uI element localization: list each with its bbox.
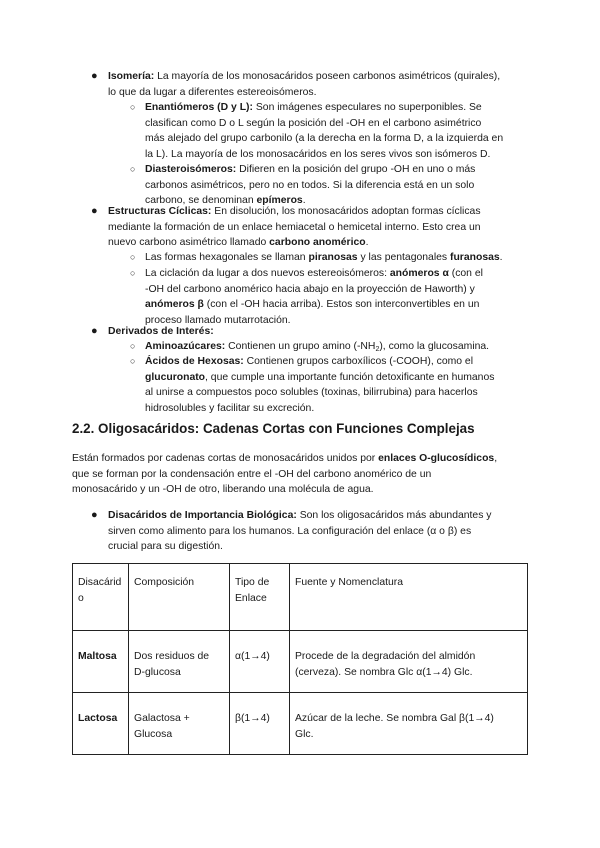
table-cell: Azúcar de la leche. Se nombra Gal β(1→4) Glc.: [290, 693, 528, 755]
enantiomeros-text-2: clasifican como D o L según la posición del -OH en el carbono asimétrico: [145, 117, 482, 129]
diasteroisomeros-text-3: carbono, se denominan: [145, 195, 254, 207]
ciclicas-item: [108, 204, 481, 251]
circle-bullet-icon: ○: [130, 252, 136, 262]
section-paragraph: [72, 451, 497, 498]
row-name-cell: Maltosa: [73, 631, 129, 693]
paragraph-text: Están formados por cadenas cortas de monosacáridos unidos por: [72, 453, 376, 464]
anomeros-beta-term: anómeros β: [145, 299, 204, 311]
diasteroisomeros-title: Diasteroisómeros:: [145, 164, 237, 175]
anomeros-text-3: (con el -OH hacia arriba). Estos son interconvertibles en un: [206, 299, 480, 311]
derivados-item: [108, 324, 214, 340]
table-cell: Galactosa + Glucosa: [129, 693, 230, 755]
enantiomeros-item: [145, 100, 503, 162]
disaccharide-table: [72, 563, 528, 755]
table-header-row: [73, 564, 528, 631]
circle-bullet-icon: ○: [130, 356, 136, 366]
piranosas-term: piranosas: [308, 252, 358, 263]
subscript: 2: [375, 346, 380, 353]
ciclicas-text-3: nuevo carbono asimétrico llamado: [108, 237, 267, 249]
header-cell: Composición: [129, 564, 230, 631]
bullet-icon: ●: [91, 325, 98, 337]
diasteroisomeros-text: Difieren en la posición del grupo -OH en uno o más: [239, 164, 476, 175]
paragraph-text-2: que se forman por la condensación entre el -OH del carbono anomérico de un: [72, 468, 432, 480]
table-row: [73, 631, 528, 693]
punctuation: .: [365, 237, 369, 249]
circle-bullet-icon: ○: [130, 164, 136, 174]
acidos-text-2: , que cumple una importante función detoxificante en humanos: [205, 371, 495, 383]
table-cell: α(1→4): [230, 631, 290, 693]
anomeros-item: [145, 266, 483, 328]
diasteroisomeros-item: [145, 162, 475, 209]
header-cell: Tipo de Enlace: [230, 564, 290, 631]
header-cell: Fuente y Nomenclatura: [290, 564, 528, 631]
isomeria-item: [108, 69, 500, 100]
section-heading: 2.2. Oligosacáridos: Cadenas Cortas con Funciones Complejas: [72, 421, 475, 436]
enantiomeros-text-3: más alejado del grupo carbonilo (a la derecha en la forma D, a la izquierda en: [145, 133, 504, 145]
piranosas-text-2: y las pentagonales: [360, 252, 448, 263]
aminoazucares-text: Contienen un grupo amino (-NH: [228, 341, 376, 352]
punctuation: .: [499, 252, 503, 263]
carbono-anomerico-term: carbono anomérico: [269, 237, 366, 249]
disacaridos-item: [108, 508, 491, 555]
aminoazucares-text-b: ), como la glucosamina.: [379, 341, 490, 352]
bullet-icon: ●: [91, 509, 98, 521]
piranosas-item: [145, 250, 503, 266]
anomeros-text-2: -OH del carbono anomérico hacia abajo en la proyección de Haworth) y: [145, 283, 475, 295]
disacaridos-title: Disacáridos de Importancia Biológica:: [108, 510, 297, 521]
derivados-title: Derivados de Interés:: [108, 326, 214, 337]
punctuation: ,: [494, 453, 498, 464]
table-cell: Procede de la degradación del almidón (cerveza). Se nombra Glc α(1→4) Glc.: [290, 631, 528, 693]
table-cell: Dos residuos de D-glucosa: [129, 631, 230, 693]
anomeros-text-b: (con el: [451, 268, 483, 279]
anomeros-text: La ciclación da lugar a dos nuevos estereoisómeros:: [145, 268, 388, 279]
enantiomeros-text: Son imágenes especulares no superponibles. Se: [255, 102, 482, 113]
enantiomeros-text-4: la L). La mayoría de los monosacáridos en los seres vivos son isómeros D.: [145, 148, 491, 160]
disacaridos-text-2: sirven como alimento para los humanos. La configuración del enlace (α o β) es: [108, 525, 472, 537]
acidos-text-4: hidrosolubles y facilitar su excreción.: [145, 402, 315, 414]
epimeros-term: epímeros: [256, 195, 303, 207]
disacaridos-text-3: crucial para su digestión.: [108, 541, 223, 553]
isomeria-text: La mayoría de los monosacáridos poseen carbonos asimétricos (quirales),: [157, 71, 501, 82]
row-name-cell: Lactosa: [73, 693, 129, 755]
acidos-text-3: al unirse a compuestos poco solubles (toxinas, bilirrubina) para hacerlos: [145, 387, 478, 399]
circle-bullet-icon: ○: [130, 268, 136, 278]
ciclicas-text: En disolución, los monosacáridos adoptan formas cíclicas: [214, 206, 481, 217]
isomeria-text-2: lo que da lugar a diferentes estereoisómeros.: [108, 86, 317, 98]
enlaces-term: enlaces O-glucosídicos: [378, 453, 495, 464]
diasteroisomeros-text-2: carbonos asimétricos, pero no en todos. Si la diferencia está en un solo: [145, 179, 475, 191]
acidos-item: [145, 354, 494, 416]
anomeros-text-4: proceso llamado mutarrotación.: [145, 314, 291, 326]
bullet-icon: ●: [91, 70, 98, 82]
isomeria-title: Isomería:: [108, 71, 155, 82]
aminoazucares-title: Aminoazúcares:: [145, 341, 226, 352]
bullet-icon: ●: [91, 205, 98, 217]
enantiomeros-title: Enantiómeros (D y L):: [145, 102, 253, 113]
circle-bullet-icon: ○: [130, 102, 136, 112]
paragraph-text-3: monosacárido y un -OH de otro, liberando una molécula de agua.: [72, 484, 374, 496]
ciclicas-title: Estructuras Cíclicas:: [108, 206, 212, 217]
table-cell: β(1→4): [230, 693, 290, 755]
anomeros-alpha-term: anómeros α: [389, 268, 449, 279]
disacaridos-text: Son los oligosacáridos más abundantes y: [299, 510, 492, 521]
table-row: [73, 693, 528, 755]
punctuation: .: [302, 195, 306, 207]
piranosas-text: Las formas hexagonales se llaman: [145, 252, 306, 263]
glucuronato-term: glucuronato: [145, 371, 206, 383]
circle-bullet-icon: ○: [130, 341, 136, 351]
acidos-title: Ácidos de Hexosas:: [145, 356, 244, 367]
acidos-text: Contienen grupos carboxílicos (-COOH), como el: [246, 356, 474, 367]
furanosas-term: furanosas: [450, 252, 500, 263]
ciclicas-text-2: mediante la formación de un enlace hemiacetal o hemicetal interno. Esto crea un: [108, 221, 481, 233]
header-cell: Disacárid o: [73, 564, 129, 631]
